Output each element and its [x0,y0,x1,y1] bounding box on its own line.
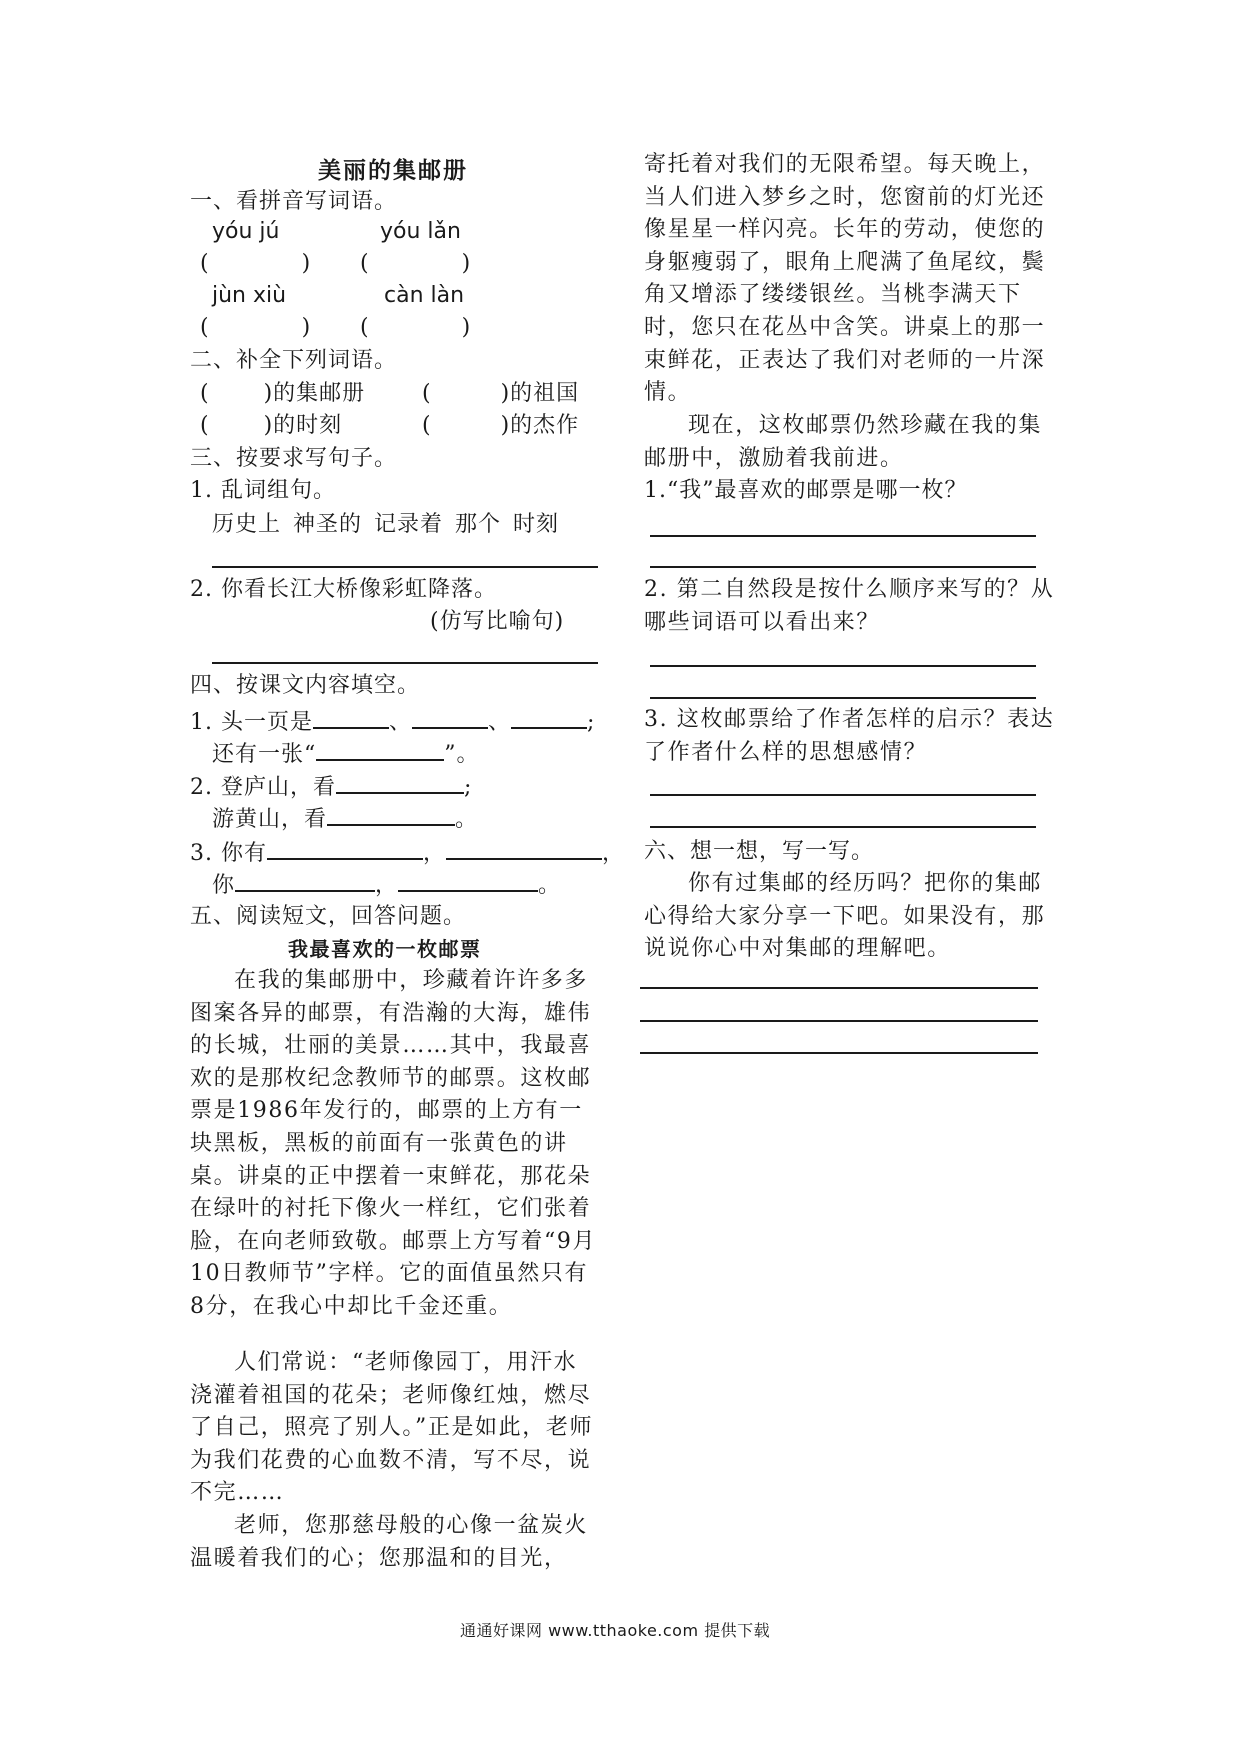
fill-blank-2[interactable] [316,737,444,761]
pinyin-1: yóu jú [212,219,280,244]
section-4-heading: 四、按课文内容填空。 [190,673,421,698]
answer-line-5-1b[interactable] [650,566,1036,568]
comma-6: ， [375,873,399,898]
fill-prefix-3: 2. 登庐山，看 [190,775,336,800]
question-3-1: 1. 乱词组句。 [190,478,336,503]
answer-paren-1[interactable]: ( ) [200,251,312,276]
passage-paragraph-3-cont: 寄托着对我们的无限希望。每天晚上，当人们进入梦乡之时，您窗前的灯光还像星星一样闪亮。长年的劳动，使您的身躯瘦弱了，眼角上爬满了鱼尾纹，鬓角又增添了缕缕银丝。当桃李满天下时，您只在花丛中含笑。讲桌上的那一束鲜花，正表达了我们对老师的一片深情。 [644,152,1046,406]
period-4: 。 [455,807,479,832]
section-1-heading: 一、看拼音写词语。 [190,189,398,214]
fill-prefix-6: 你 [212,873,236,898]
fill-blank-5b[interactable] [446,836,602,860]
answer-paren-4[interactable]: ( ) [360,315,472,340]
question-3-2: 2. 你看长江大桥像彩虹降落。 [190,577,497,602]
comma-5: ， [422,841,446,866]
writing-line-1[interactable] [640,987,1038,989]
question-5-2: 2. 第二自然段是按什么顺序来写的？从哪些词语可以看出来？ [644,577,1055,635]
answer-paren-2[interactable]: ( ) [360,251,472,276]
comma-5b: ， [602,841,626,866]
fill-prefix-1: 1. 头一页是 [190,710,313,735]
section-6-heading: 六、想一想，写一写。 [644,839,875,864]
fill-line-5 [190,836,625,870]
fill-blank-6b[interactable] [398,868,538,892]
fill-blank-6a[interactable] [235,868,375,892]
phrase-fill-1[interactable]: ( )的集邮册 [200,381,366,406]
answer-paren-3[interactable]: ( ) [200,315,312,340]
answer-line-5-2b[interactable] [650,697,1036,699]
semicolon-3: ; [463,775,473,800]
fill-blank-5a[interactable] [267,836,423,860]
section-2-heading: 二、补全下列词语。 [190,348,398,373]
fill-suffix-2: ”。 [444,742,480,767]
phrase-fill-4[interactable]: ( )的杰作 [422,413,580,438]
phrase-fill-2[interactable]: ( )的祖国 [422,381,580,406]
fill-prefix-5: 3. 你有 [190,841,267,866]
question-5-1: 1.“我”最喜欢的邮票是哪一枚？ [644,478,968,503]
answer-line-3-2[interactable] [212,662,598,664]
passage-paragraph-4: 现在，这枚邮票仍然珍藏在我的集邮册中，激励着我前进。 [644,413,1043,471]
section-6-prompt: 你有过集邮的经历吗？把你的集邮心得给大家分享一下吧。如果没有，那说说你心中对集邮的理解吧。 [644,871,1046,962]
scrambled-words: 历史上 神圣的 记录着 那个 时刻 [212,512,559,537]
passage-paragraph-1: 在我的集邮册中，珍藏着许许多多图案各异的邮票，有浩瀚的大海，雄伟的长城，壮丽的美景……其中，我最喜欢的是那枚纪念教师节的邮票。这枚邮票是1986年发行的，邮票的上方有一块黑板，黑板的前面有一张黄色的讲桌。讲桌的正中摆着一束鲜花，那花朵在绿叶的衬托下像火一样红，它们张着脸，在向老师致敬。邮票上方写着“9月10日教师节”字样。它的面值虽然只有8分，在我心中却比千金还重。 [190,968,597,1319]
page-title: 美丽的集邮册 [318,157,468,184]
pinyin-2: yóu lǎn [380,219,461,244]
writing-line-3[interactable] [640,1052,1038,1054]
pinyin-3: jùn xiù [212,283,287,308]
question-5-3: 3. 这枚邮票给了作者怎样的启示？表达了作者什么样的思想感情？ [644,707,1055,765]
fill-blank-4[interactable] [327,802,455,826]
fill-line-6 [212,868,561,902]
fill-blank-1b[interactable] [412,705,488,729]
semicolon-1: ; [587,710,596,735]
passage-paragraph-2: 人们常说：“老师像园丁，用汗水浇灌着祖国的花朵；老师像红烛，燃尽了自己，照亮了别人。”正是如此，老师为我们花费的心血数不清，写不尽，说不完…… [190,1350,594,1506]
answer-line-5-3b[interactable] [650,826,1036,828]
section-5-heading: 五、阅读短文，回答问题。 [190,904,467,929]
question-3-2-note: (仿写比喻句) [430,609,565,634]
fill-line-2 [212,737,480,771]
fill-blank-1c[interactable] [511,705,587,729]
writing-line-2[interactable] [640,1020,1038,1022]
passage-title: 我最喜欢的一枚邮票 [288,937,482,961]
passage-paragraph-3: 老师，您那慈母般的心像一盆炭火温暖着我们的心；您那温和的目光， [190,1513,589,1571]
fill-prefix-2: 还有一张“ [212,742,317,767]
section-3-heading: 三、按要求写句子。 [190,446,398,471]
phrase-fill-3[interactable]: ( )的时刻 [200,413,343,438]
fill-blank-1a[interactable] [313,705,389,729]
answer-line-5-2a[interactable] [650,665,1036,667]
fill-line-3 [190,770,472,804]
answer-line-3-1[interactable] [212,566,598,568]
pinyin-4: càn làn [384,283,465,308]
fill-prefix-4: 游黄山，看 [212,807,328,832]
footer-credit: 通通好课网 www.tthaoke.com 提供下载 [460,1621,771,1640]
sep-1: 、 [388,710,412,735]
period-6: 。 [538,873,562,898]
sep-2: 、 [488,710,512,735]
fill-line-1 [190,705,595,739]
fill-line-4 [212,802,478,836]
answer-line-5-3a[interactable] [650,794,1036,796]
answer-line-5-1a[interactable] [650,535,1036,537]
fill-blank-3[interactable] [336,770,464,794]
